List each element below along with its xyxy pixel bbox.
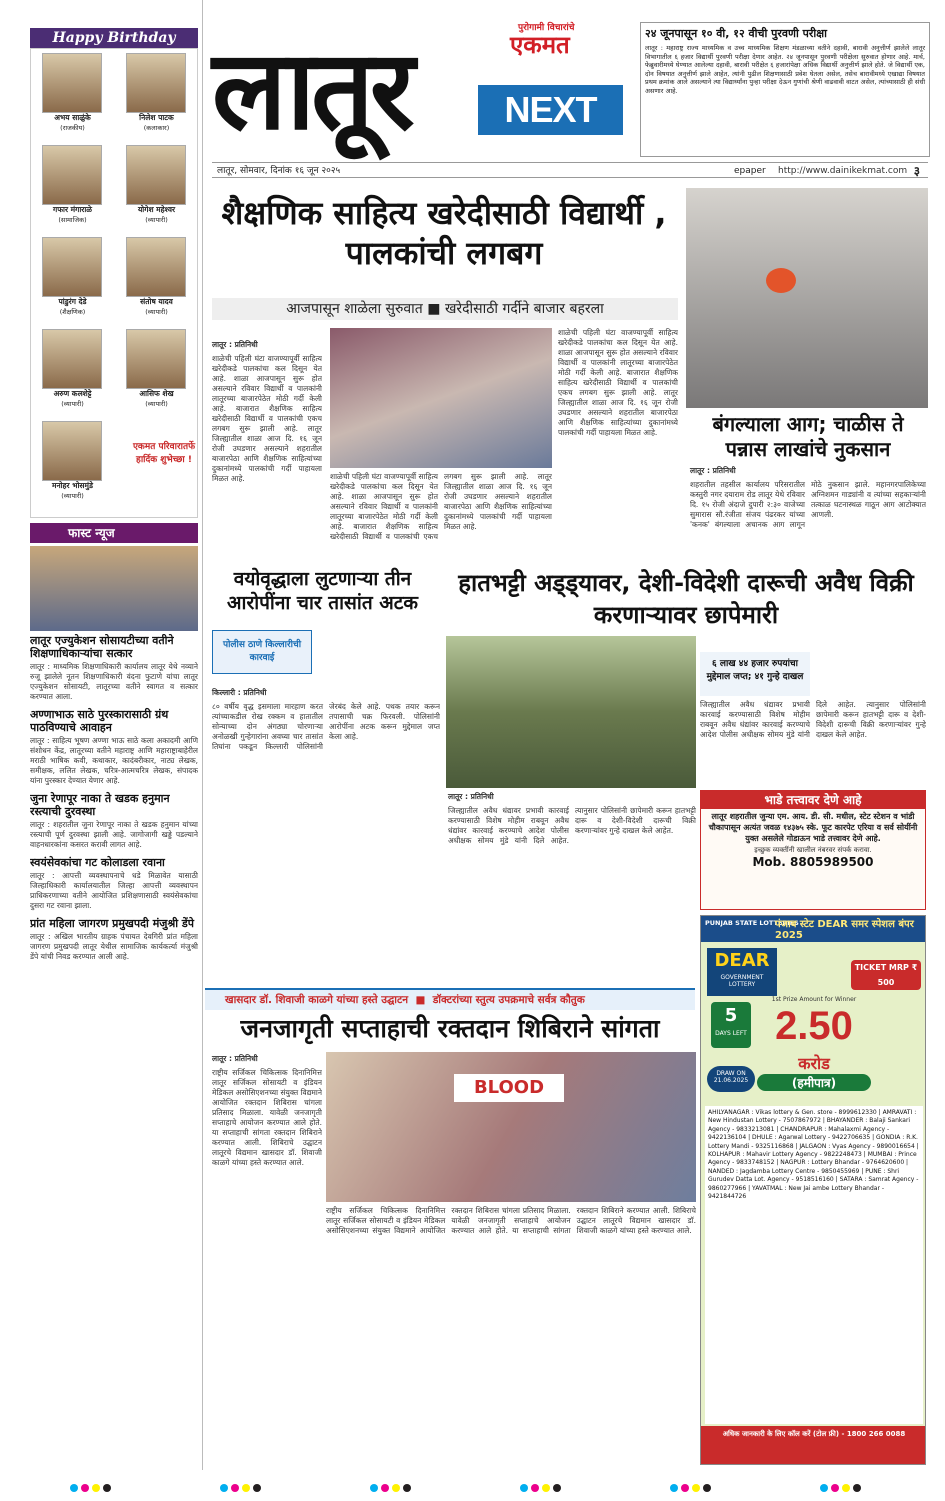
blood-headline: जनजागृती सप्ताहाची रक्तदान शिबिराने सांगता xyxy=(240,1014,660,1043)
prize-guarantee: (हमीपात्र) xyxy=(757,1074,871,1091)
person-title: (व्यापारी) xyxy=(61,492,84,500)
fast-news-head: अण्णाभाऊ साठे पुरस्कारासाठी ग्रंथ पाठविण्याचे आवाहन xyxy=(30,708,169,734)
registration-marks xyxy=(0,1478,945,1498)
fast-news-head: प्रांत महिला जागरण प्रमुखपदी मंजुश्री डेंपे xyxy=(30,917,195,930)
fast-news-item xyxy=(30,856,198,911)
fast-news-item xyxy=(30,634,198,702)
birthday-title: Happy Birthday xyxy=(30,28,198,48)
person-name: आसिफ शेख xyxy=(139,389,174,398)
registration-dot xyxy=(842,1484,850,1492)
ticket-mrp: TICKET MRP ₹ 500 xyxy=(851,960,921,990)
registration-dot xyxy=(703,1484,711,1492)
days-count: 5 xyxy=(724,1005,738,1026)
registration-dot xyxy=(253,1484,261,1492)
person-photo xyxy=(126,53,186,113)
fire-photo xyxy=(686,188,928,408)
person-name: अरुण कलशेट्टे xyxy=(53,389,92,398)
birthday-person xyxy=(25,329,120,408)
fast-news-body: लातूर : शहरातील जुना रेणापूर नाका ते खडक हनुमान यांच्या रस्त्याची पूर्ण दुरवस्था झाली आहे. जागोजागी खड्डे पडल्याने वाहनधारकांना कसरत करावी लागत आहे. xyxy=(30,820,198,849)
lottery-title: पंजाब स्टेट DEAR समर स्पेशल बंपर 2025 xyxy=(775,919,914,941)
lottery-brand-bar xyxy=(701,916,925,942)
supplementary-exam-head: २४ जूनपासून १० वी, १२ वीची पुरवणी परीक्षा xyxy=(645,27,827,40)
registration-dot xyxy=(520,1484,528,1492)
birthday-person xyxy=(109,329,204,408)
main-byline: लातूर : प्रतिनिधी xyxy=(212,340,258,349)
person-name: मनोहर भोसमुंडे xyxy=(51,481,94,490)
rent-ad xyxy=(700,790,926,910)
person-title: (सामाजिक) xyxy=(58,216,87,224)
supplementary-exam-box xyxy=(640,22,930,157)
registration-dot xyxy=(220,1484,228,1492)
birthday-person xyxy=(109,145,204,224)
dealer-list: AHILYANAGAR : Vikas lottery & Gen. store - 8999612330 | AMRAVATI : New Hindustan Lottery - 7507867972 | BHAYANDER : Balaji Sankari Agency - 9833213081 | CHANDRAPUR : Mahalaxmi Agency - 9422136104 | DHULE : Agarwal Lottery - 9422706635 | GONDIA : R.K. Lottery Mandi - 9325116868 | JALGAON : Vyas Agency - 9890016654 | KOLHAPUR : Mahavir Lottery Agency - 9822248473 | MUMBAI : Prince Agency - 9833748152 | NAGPUR : Lottery Bhandar - 9764620600 | NANDED : Jagdamba Lottery Centre - 9850455969 | PUNE : Shri Gurudev Datta Lot. Agency - 9518516160 | SATARA : Samrat Agency - 9860277966 | YAVATMAL : New Jai ambe Lottery Bhandar - 9421844726 xyxy=(705,1106,923,1424)
registration-dot xyxy=(242,1484,250,1492)
rent-contact: इच्छुक व्यक्तींनी खालील नंबरवर संपर्क करावा. xyxy=(754,846,872,854)
registration-dot xyxy=(81,1484,89,1492)
rent-mobile[interactable]: Mob. 8805989500 xyxy=(752,855,874,869)
main-body-col1: शाळेची पहिली घंटा वाजण्यापूर्वी साहित्य खरेदीकडे पालकांचा कल दिसून येत आहे. शाळा आजपासून सुरू होत असल्याने रविवार विद्यार्थी व पालकांनी लातूरच्या बाजारपेठेत मोठी गर्दी केली आहे. बाजारात शैक्षणिक साहित्य खरेदीसाठी विद्यार्थी व पालकांची एकच लगबग सुरू झाली आहे. लातूर जिल्ह्यातील शाळा आज दि. १६ जून रोजी उघडणार असल्याने शहरातील बाजारपेठा आणि शैक्षणिक साहित्यांच्या दुकानांमध्ये पालकांची गर्दी पाहायला मिळत आहे. xyxy=(212,354,322,483)
main-sub2: खरेदीसाठी गर्दीने बाजार बहरला xyxy=(444,301,604,317)
person-photo xyxy=(42,237,102,297)
fast-news-head: स्वयंसेवकांचा गट कोलाडला रवाना xyxy=(30,856,165,869)
person-photo xyxy=(42,53,102,113)
fast-news-item xyxy=(30,708,198,786)
registration-dot xyxy=(831,1484,839,1492)
person-name: योगेश महेश्वर xyxy=(137,205,176,214)
registration-dot xyxy=(392,1484,400,1492)
gov-label: GOVERNMENT LOTTERY xyxy=(720,974,764,988)
liquor-body: जिल्ह्यातील अवैध धंद्यावर प्रभावी कारवाई करण्यासाठी विशेष मोहीम राबवून अवैध धंद्यांवर कारवाई करण्याचे आदेश पोलीस अधीक्षक सोमय मुंडे यांनी दिले आहेत. त्यानुसार पोलिसांनी छापेमारी करून हातभट्टी दारू व देशी-विदेशी दारूची विक्री करणाऱ्यांवर गुन्हे दाखल केले आहेत. xyxy=(448,806,696,845)
person-title: (कलाकार) xyxy=(143,124,170,132)
birthday-person xyxy=(109,53,204,132)
liquor-headline: हातभट्टी अड्ड्यावर, देशी-विदेशी दारूची अवैध विक्री करणाऱ्यावर छापेमारी xyxy=(458,569,914,629)
person-name: संतोष यादव xyxy=(140,297,173,306)
fast-news-item xyxy=(30,917,198,962)
robbery-byline: किल्लारी : प्रतिनिधी xyxy=(212,688,267,697)
person-title: (व्यापारी) xyxy=(61,400,84,408)
registration-dot xyxy=(381,1484,389,1492)
days-left-badge xyxy=(711,1002,751,1048)
person-title: (राजकीय) xyxy=(60,124,85,132)
fast-news-head: जुना रेणापूर नाका ते खडक हनुमान रस्त्याची दुरवस्था xyxy=(30,792,170,818)
rent-body: लातूर शहरातील जुन्या एम. आय. डी. सी. मधील, स्टेट स्टेशन व भांडी चौकापासून अत्यंत जवळ १४३७५ स्के. फूट कारपेट एरिया व सर्व सोयींनी युक्त असलेले गोडाऊन भाडे तत्त्वावर देणे आहे. xyxy=(708,812,918,843)
registration-dot xyxy=(853,1484,861,1492)
person-name: अभय साळुंके xyxy=(54,113,91,122)
blood-banner: खासदार डॉ. शिवाजी काळगे यांच्या हस्ते उद्घाटन ■ डॉक्टरांच्या स्तुत्य उपक्रमाचे सर्वत्र कौतुक xyxy=(205,988,695,1010)
fast-news-body: लातूर : आपत्ती व्यवस्थापनाचे धडे मिळावेत यासाठी जिल्हाधिकारी कार्यालयातील जिल्हा आपत्ती व्यवस्थापन प्राधिकरणाच्या वतीने आयोजित प्रशिक्षणासाठी स्वयंसेवकांचा दुसरा गट रवाना झाला. xyxy=(30,871,198,910)
person-name: निलेश पाटक xyxy=(139,113,174,122)
fast-news-item xyxy=(30,792,198,850)
masthead-title: लातूर xyxy=(212,25,411,154)
person-title: (शैक्षणिक) xyxy=(59,308,86,316)
blood-camp-photo xyxy=(326,1052,696,1202)
fire-byline: लातूर : प्रतिनिधी xyxy=(690,466,736,475)
birthday-person xyxy=(25,53,120,132)
liquor-byline: लातूर : प्रतिनिधी xyxy=(448,792,494,801)
registration-dot xyxy=(70,1484,78,1492)
registration-dot xyxy=(670,1484,678,1492)
blood-banner-sign: BLOOD xyxy=(454,1074,564,1102)
robbery-headline: वयोवृद्धाला लुटणाऱ्या तीन आरोपींना चार तासांत अटक xyxy=(227,568,418,614)
blood-body: राष्ट्रीय सर्जिकल चिकित्सक दिनानिमित्त लातूर सर्जिकल सोसायटी व इंडियन मेडिकल असोसिएशनच्या संयुक्त विद्यमाने आयोजित रक्तदान शिबिरास चांगला प्रतिसाद मिळाला. यावेळी जनजागृती सप्ताहाचे आयोजन करण्यात आले होते. या सप्ताहाची सांगता रक्तदान शिबिराने करण्यात आली. शिबिराचे उद्घाटन लातूरचे विद्यमान खासदार डॉ. शिवाजी काळगे यांच्या हस्ते करण्यात आले. xyxy=(326,1206,696,1235)
prize-crore: करोड xyxy=(798,1054,830,1073)
person-name: गफार मंगाराळे xyxy=(53,205,92,214)
main-sub1: आजपासून शाळेला सुरुवात xyxy=(286,301,423,317)
market-photo xyxy=(330,328,552,468)
liquor-box: ६ लाख ४४ हजार रुपयांचा मुद्देमाल जप्त; ४१ गुन्हे दाखल xyxy=(700,652,810,696)
felicitation-photo xyxy=(30,546,198,631)
prize-amount: 2.50 xyxy=(775,1004,853,1048)
robbery-body: ८० वर्षीय वृद्ध इसमाला मारहाण करत त्यांच्याकडील रोख रक्कम व हातातील सोन्याच्या दोन अंगठ्या चोरणाऱ्या अनोळखी गुन्हेगारांना अवघ्या चार तासांत तिघांना पकडून किल्लारी पोलिसांनी जेरबंद केले आहे. पथक तयार करून तपासाची चक्र फिरवली. पोलिसांनी आरोपींना अटक करून मुद्देमाल जप्त केला आहे. xyxy=(212,702,440,751)
person-photo xyxy=(126,329,186,389)
fast-news-body: लातूर : अखिल भारतीय ग्राहक पंचायत देवगिरी प्रांत महिला जागरण प्रमुखपदी लातूर येथील सामाजिक कार्यकर्त्या मंजुश्री डेंपे यांची निवड करण्यात आली आहे. xyxy=(30,932,198,961)
fast-news-list xyxy=(30,634,198,1464)
days-label: DAYS LEFT xyxy=(715,1030,747,1037)
fast-news-header: फास्ट न्यूज xyxy=(30,523,198,543)
epaper-label: epaper xyxy=(734,166,766,176)
blood-banner-2: डॉक्टरांच्या स्तुत्य उपक्रमाचे सर्वत्र कौतुक xyxy=(432,994,585,1006)
registration-dot xyxy=(231,1484,239,1492)
robbery-box: पोलीस ठाणे किल्लारीची कारवाई xyxy=(212,630,312,674)
registration-dot xyxy=(542,1484,550,1492)
fast-news-body: लातूर : साहित्य भूषण अण्णा भाऊ साठे कला अकादमी आणि संशोधन केंद्र, लातूरच्या वतीने महाराष्ट्र आणि महाराष्ट्राबाहेरील मराठी भाषिक कवी, कथाकार, कादंबरीकार, नाट्य लेखक, समीक्षक, ललित लेखक, चरित्र-आत्मचरित्र लेखक, संपादक यांना पुरस्कार देण्यात येणार आहे. xyxy=(30,736,198,785)
registration-dot xyxy=(553,1484,561,1492)
masthead-tagline: पुरोगामी विचारांचे xyxy=(518,23,575,33)
main-body-col3: शाळेची पहिली घंटा वाजण्यापूर्वी साहित्य खरेदीकडे पालकांचा कल दिसून येत आहे. शाळा आजपासून सुरू होत असल्याने रविवार विद्यार्थी व पालकांनी लातूरच्या बाजारपेठेत मोठी गर्दी केली आहे. बाजारात शैक्षणिक साहित्य खरेदीसाठी विद्यार्थी व पालकांची एकच लगबग सुरू झाली आहे. लातूर जिल्ह्यातील शाळा आज दि. १६ जून रोजी उघडणार असल्याने शहरातील बाजारपेठा आणि शैक्षणिक साहित्यांच्या दुकानांमध्ये पालकांची गर्दी पाहायला मिळत आहे. xyxy=(558,328,678,437)
fast-news-head: लातूर एज्युकेशन सोसायटीच्या वतीने शिक्षणाधिकाऱ्यांचा सत्कार xyxy=(30,634,174,660)
lottery-helpline[interactable]: अधिक जानकारी के लिए कॉल करें (टोल फ्री) - 1800 266 0088 xyxy=(701,1426,926,1464)
lottery-ad xyxy=(700,915,926,1465)
person-title: (व्यापारी) xyxy=(145,216,168,224)
registration-dot xyxy=(103,1484,111,1492)
registration-dot xyxy=(681,1484,689,1492)
person-photo xyxy=(126,145,186,205)
birthday-panel xyxy=(30,48,198,518)
masthead-next-logo: NEXT xyxy=(478,85,623,135)
main-body-col2: शाळेची पहिली घंटा वाजण्यापूर्वी साहित्य खरेदीकडे पालकांचा कल दिसून येत आहे. शाळा आजपासून सुरू होत असल्याने रविवार विद्यार्थी व पालकांनी लातूरच्या बाजारपेठेत मोठी गर्दी केली आहे. बाजारात शैक्षणिक साहित्य खरेदीसाठी विद्यार्थी व पालकांची एकच लगबग सुरू झाली आहे. लातूर जिल्ह्यातील शाळा आज दि. १६ जून रोजी उघडणार असल्याने शहरातील बाजारपेठा आणि शैक्षणिक साहित्यांच्या दुकानांमध्ये पालकांची गर्दी पाहायला मिळत आहे. xyxy=(330,472,552,541)
fire-flame-icon xyxy=(766,268,796,293)
registration-dot xyxy=(531,1484,539,1492)
registration-dot xyxy=(370,1484,378,1492)
birthday-greeting: एकमत परिवारातर्फे हार्दिक शुभेच्छा ! xyxy=(132,442,196,465)
rent-title: भाडे तत्त्वावर देणे आहे xyxy=(701,791,925,809)
person-title: (व्यापारी) xyxy=(145,400,168,408)
person-photo xyxy=(42,329,102,389)
supplementary-exam-body: लातूर : महाराष्ट्र राज्य माध्यमिक व उच्च माध्यमिक शिक्षण मंडळाच्या वतीने दहावी, बारावी अनुत्तीर्ण झालेले लातूर विभागातील ६ हजार विद्यार्थी पुरवणी परीक्षा देणार आहेत. २४ जूनपासून पुरवणी परीक्षेला सुरुवात होणार आहे. मार्च, फेब्रुवारीमध्ये घेण्यात आलेल्या दहावी, बारावी परीक्षेत ६ हजारांपेक्षा अधिक विद्यार्थी अनुत्तीर्ण झाले होते. जे विद्यार्थी एक, दोन विषयात अनुत्तीर्ण झाले आहेत, त्यांनी पुढील शिक्षणासाठी प्रवेश घेतला असेल, तसेच बारावीमध्ये एखाद्या विषयात प्रथम क्रमांक आले असल्याने त्या विद्यार्थ्यांना पुन्हा परीक्षा देऊन गुणांची श्रेणी वाढवावी वाटत असेल, त्यांच्यासाठी ही संधी असणार आहे. xyxy=(645,44,925,95)
person-name: पांडुरंग देडे xyxy=(58,297,87,306)
fire-headline: बंगल्याला आग; चाळीस ते पन्नास लाखांचे नुकसान xyxy=(712,412,904,461)
dear-badge xyxy=(707,948,777,996)
website-link[interactable]: http://www.dainikekmat.com xyxy=(778,166,908,176)
main-subheadline: आजपासून शाळेला सुरुवात ■ खरेदीसाठी गर्दीने बाजार बहरला xyxy=(212,298,678,320)
date-text: लातूर, सोमवार, दिनांक १६ जून २०२५ xyxy=(217,166,341,176)
registration-dot xyxy=(820,1484,828,1492)
registration-dot xyxy=(403,1484,411,1492)
dear-label: DEAR xyxy=(714,950,770,971)
person-title: (व्यापारी) xyxy=(145,308,168,316)
dateline xyxy=(212,162,928,178)
lottery-brand: PUNJAB STATE LOTTERIES xyxy=(705,919,799,927)
page-number: ३ xyxy=(913,164,920,178)
blood-body-col1: राष्ट्रीय सर्जिकल चिकित्सक दिनानिमित्त लातूर सर्जिकल सोसायटी व इंडियन मेडिकल असोसिएशनच्या संयुक्त विद्यमाने आयोजित रक्तदान शिबिरास चांगला प्रतिसाद मिळाला. यावेळी जनजागृती सप्ताहाचे आयोजन करण्यात आले होते. या सप्ताहाची सांगता रक्तदान शिबिराने करण्यात आली. शिबिराचे उद्घाटन लातूरचे विद्यमान खासदार डॉ. शिवाजी काळगे यांच्या हस्ते करण्यात आले. xyxy=(212,1068,322,1167)
birthday-person xyxy=(25,237,120,316)
liquor-body-right: जिल्ह्यातील अवैध धंद्यावर प्रभावी कारवाई करण्यासाठी विशेष मोहीम राबवून अवैध धंद्यांवर कारवाई करण्याचे आदेश पोलीस अधीक्षक सोमय मुंडे यांनी दिले आहेत. त्यानुसार पोलिसांनी छापेमारी करून हातभट्टी दारू व देशी-विदेशी दारूची विक्री करणाऱ्यांवर गुन्हे दाखल केले आहेत. xyxy=(700,700,926,739)
main-headline: शैक्षणिक साहित्य खरेदीसाठी विद्यार्थी , पालकांची लगबग xyxy=(221,194,667,272)
person-photo xyxy=(42,145,102,205)
sidebar xyxy=(0,0,203,1470)
blood-banner-1: खासदार डॉ. शिवाजी काळगे यांच्या हस्ते उद्घाटन xyxy=(225,994,409,1006)
fire-body: शहरातील तहसील कार्यालय परिसरातील कस्तुरी नगर दयाराम रोड लातूर येथे रविवार दि. १५ रोजी अंदाजे दुपारी २:३० वाजेच्या सुमारास सौ.रंजीता संजय पंढरकर यांच्या 'कनक' बंगल्याला अचानक आग लागून मोठे नुकसान झाले. महानगरपालिकेच्या अग्निशमन गाड्यांनी व त्यांच्या सहकाऱ्यांनी तत्काळ घटनास्थळ गाठून आग आटोक्यात आणली. xyxy=(690,480,926,529)
masthead-brand: एकमत xyxy=(510,30,570,59)
raid-photo xyxy=(446,636,696,788)
birthday-person xyxy=(109,237,204,316)
person-photo xyxy=(126,237,186,297)
fast-news-body: लातूर : माध्यमिक शिक्षणाधिकारी कार्यालय लातूर येथे नव्याने रुजू झालेले नूतन शिक्षणाधिकारी वंदना फुटाणे यांचा लातूर एज्युकेशन सोसायटी, लातूरच्या वतीने स्वागत व सत्कार करण्यात आला. xyxy=(30,662,198,701)
registration-dot xyxy=(692,1484,700,1492)
prize-label: 1st Prize Amount for Winner xyxy=(771,996,857,1003)
registration-dot xyxy=(92,1484,100,1492)
birthday-person xyxy=(25,421,120,500)
draw-date: DRAW ON 21.06.2025 xyxy=(707,1066,755,1092)
person-photo xyxy=(42,421,102,481)
blood-byline: लातूर : प्रतिनिधी xyxy=(212,1054,258,1063)
birthday-person xyxy=(25,145,120,224)
